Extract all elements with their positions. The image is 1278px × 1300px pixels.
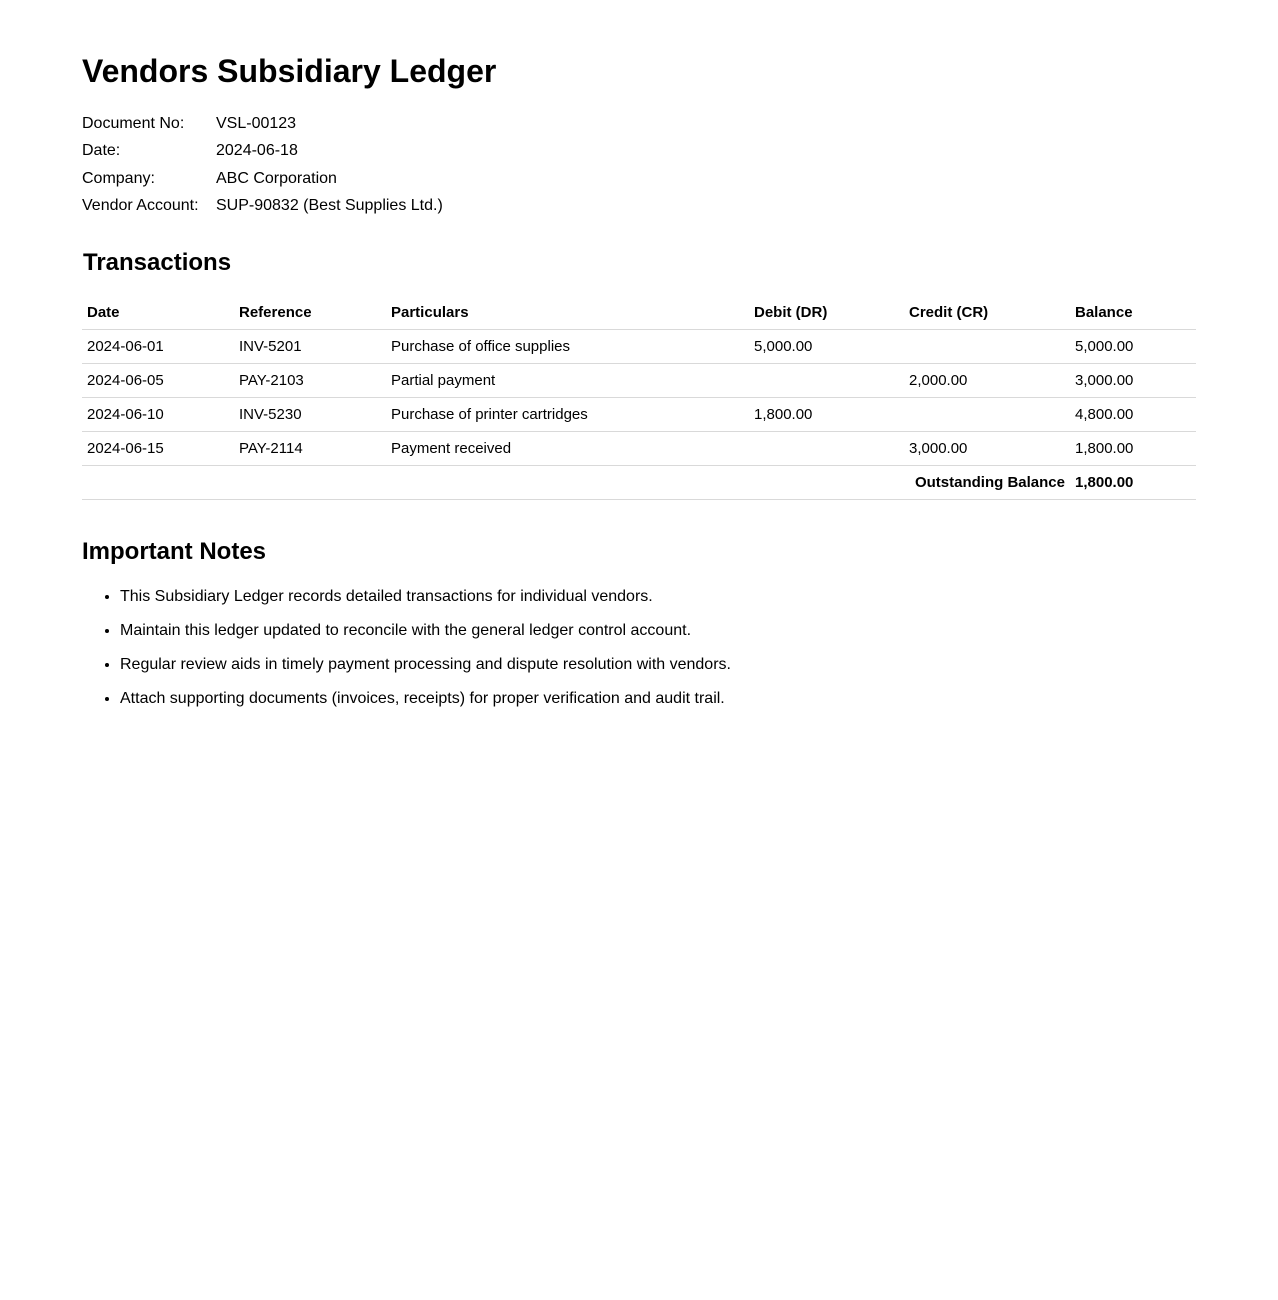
meta-label: Document No: <box>82 115 185 132</box>
meta-company <box>82 165 443 192</box>
cell-reference: INV-5230 <box>234 398 386 432</box>
cell-date: 2024-06-15 <box>82 432 234 466</box>
meta-document-no <box>82 110 443 137</box>
column-header-balance: Balance <box>1070 296 1196 330</box>
cell-reference: PAY-2103 <box>234 364 386 398</box>
column-header-reference: Reference <box>234 296 386 330</box>
outstanding-balance-value: 1,800.00 <box>1070 466 1196 500</box>
table-row <box>82 432 1196 466</box>
cell-debit: 5,000.00 <box>749 330 904 364</box>
meta-label: Date: <box>82 142 121 160</box>
column-header-date: Date <box>82 296 234 330</box>
notes-heading: Important Notes <box>82 538 267 565</box>
cell-date: 2024-06-01 <box>82 330 234 364</box>
cell-debit <box>749 364 904 398</box>
list-item: • Regular review aids in timely payment processing and dispute resolution with vendors. <box>120 655 731 675</box>
cell-particulars: Purchase of office supplies <box>386 330 749 364</box>
cell-particulars: Payment received <box>386 432 749 466</box>
notes-list <box>82 587 731 723</box>
list-item: • This Subsidiary Ledger records detailed transactions for individual vendors. <box>120 587 731 607</box>
table-row <box>82 330 1196 364</box>
meta-label: Company: <box>82 169 155 187</box>
cell-balance: 3,000.00 <box>1070 364 1196 398</box>
total-row <box>82 466 1196 500</box>
meta-value: SUP-90832 (Best Supplies Ltd.) <box>216 196 443 214</box>
table-row <box>82 398 1196 432</box>
cell-credit: 3,000.00 <box>904 432 1070 466</box>
cell-debit <box>749 432 904 466</box>
list-item: • Maintain this ledger updated to reconcile with the general ledger control account. <box>120 621 731 641</box>
cell-credit <box>904 330 1070 364</box>
cell-particulars: Partial payment <box>386 364 749 398</box>
cell-particulars: Purchase of printer cartridges <box>386 398 749 432</box>
outstanding-balance-label: Outstanding Balance <box>82 466 1070 500</box>
cell-reference: INV-5201 <box>234 330 386 364</box>
table-header-row <box>82 296 1196 330</box>
cell-balance: 4,800.00 <box>1070 398 1196 432</box>
list-item: • Attach supporting documents (invoices, receipts) for proper verification and audit trail. <box>120 689 731 709</box>
meta-date <box>82 137 443 164</box>
transactions-table <box>82 296 1196 500</box>
cell-credit: 2,000.00 <box>904 364 1070 398</box>
cell-credit <box>904 398 1070 432</box>
meta-value: 2024-06-18 <box>216 142 298 160</box>
column-header-credit: Credit (CR) <box>904 296 1070 330</box>
cell-debit: 1,800.00 <box>749 398 904 432</box>
cell-reference: PAY-2114 <box>234 432 386 466</box>
cell-date: 2024-06-10 <box>82 398 234 432</box>
meta-vendor-account <box>82 192 443 219</box>
cell-balance: 1,800.00 <box>1070 432 1196 466</box>
cell-date: 2024-06-05 <box>82 364 234 398</box>
meta-label: Vendor Account: <box>82 196 199 214</box>
meta-value: VSL-00123 <box>216 115 297 132</box>
column-header-debit: Debit (DR) <box>749 296 904 330</box>
document-meta <box>82 110 443 219</box>
table-row <box>82 364 1196 398</box>
page-title: Vendors Subsidiary Ledger <box>82 53 497 89</box>
transactions-heading: Transactions <box>83 249 232 276</box>
meta-value: ABC Corporation <box>216 169 337 187</box>
cell-balance: 5,000.00 <box>1070 330 1196 364</box>
column-header-particulars: Particulars <box>386 296 749 330</box>
